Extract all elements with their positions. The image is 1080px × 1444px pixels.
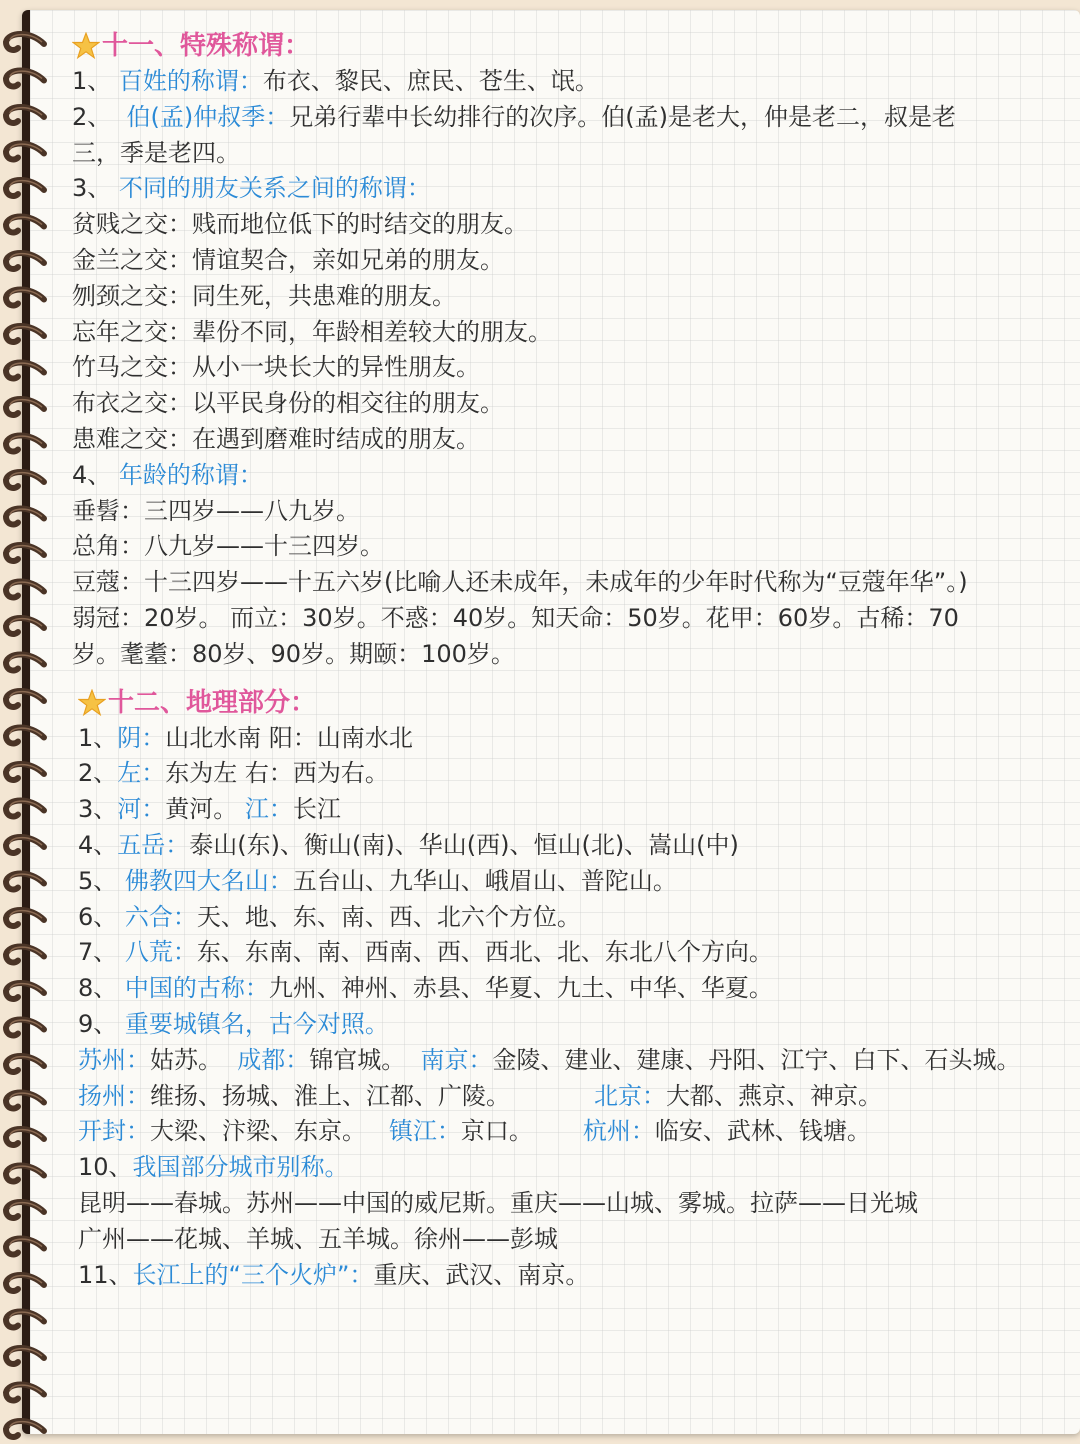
age-line: 总角：八九岁——十三四岁。 [72,532,384,561]
city-line-1: 苏州：姑苏。 成都：锦官城。 南京：金陵、建业、建康、丹阳、江宁、白下、石头城。 [78,1045,1021,1074]
geo-item-10: 10、我国部分城市别称。 [78,1153,349,1182]
friend-line: 布衣之交：以平民身份的相交往的朋友。 [72,389,504,418]
geo-item-1: 1、阴：山北水南 阳：山南水北 [78,723,413,752]
geo-item-4: 4、五岳：泰山(东)、衡山(南)、华山(西)、恒山(北)、嵩山(中) [78,830,739,859]
section-title-geography: 十二、地理部分： [78,685,1072,721]
geo-item-9: 9、 重要城镇名，古今对照。 [78,1009,389,1038]
item-3-friends: 3、 不同的朋友关系之间的称谓： [72,174,431,203]
notes-content [72,28,1072,1293]
geo-item-5: 5、 佛教四大名山：五台山、九华山、峨眉山、普陀山。 [78,866,677,895]
nickname-line-1: 昆明——春城。苏州——中国的威尼斯。重庆——山城、雾城。拉萨——日光城 [78,1188,918,1217]
friend-line: 竹马之交：从小一块长大的异性朋友。 [72,353,480,382]
spiral-binding [0,0,60,1444]
geo-item-7: 7、 八荒：东、东南、南、西南、西、西北、北、东北八个方向。 [78,938,773,967]
geo-item-3: 3、河：黄河。 江：长江 [78,795,341,824]
friend-line: 贫贱之交：贱而地位低下的时结交的朋友。 [72,210,528,239]
section-title-special-titles: 十一、特殊称谓： [72,28,1072,64]
geo-item-6: 6、 六合：天、地、东、南、西、北六个方位。 [78,902,581,931]
star-icon [78,689,106,717]
geo-item-11: 11、长江上的“三个火炉”：重庆、武汉、南京。 [78,1260,590,1289]
age-line: 垂髫：三四岁——八九岁。 [72,496,360,525]
geo-item-2: 2、左：东为左 右：西为右。 [78,759,389,788]
age-line: 弱冠：20岁。 而立：30岁。不惑：40岁。知天命：50岁。花甲：60岁。古稀：70岁。耄耋：80岁、90岁。期颐：100岁。 [72,603,959,668]
city-line-2: 扬州：维扬、扬城、淮上、江都、广陵。 北京：大都、燕京、神京。 [78,1081,882,1110]
nickname-line-2: 广州——花城、羊城、五羊城。徐州——彭城 [78,1224,558,1253]
friend-line: 金兰之交：情谊契合，亲如兄弟的朋友。 [72,245,504,274]
age-line: 豆蔻：十三四岁——十五六岁(比喻人还未成年，未成年的少年时代称为“豆蔻年华”。) [72,568,968,597]
friend-line: 忘年之交：辈份不同，年龄相差较大的朋友。 [72,317,552,346]
item-2-brothers: 2、 伯(孟)仲叔季：兄弟行辈中长幼排行的次序。伯(孟)是老大，仲是老二，叔是老三，季是老四。 [72,102,957,167]
city-line-3: 开封：大梁、汴梁、东京。 镇江：京口。 杭州：临安、武林、钱塘。 [78,1117,871,1146]
friend-line: 患难之交：在遇到磨难时结成的朋友。 [72,424,480,453]
star-icon [72,32,100,60]
geo-item-8: 8、 中国的古称：九州、神州、赤县、华夏、九土、中华、华夏。 [78,974,773,1003]
item-1-commoners: 1、 百姓的称谓：布衣、黎民、庶民、苍生、氓。 [72,67,599,95]
friend-line: 刎颈之交：同生死，共患难的朋友。 [72,281,456,310]
item-4-ages: 4、 年龄的称谓： [72,460,263,489]
